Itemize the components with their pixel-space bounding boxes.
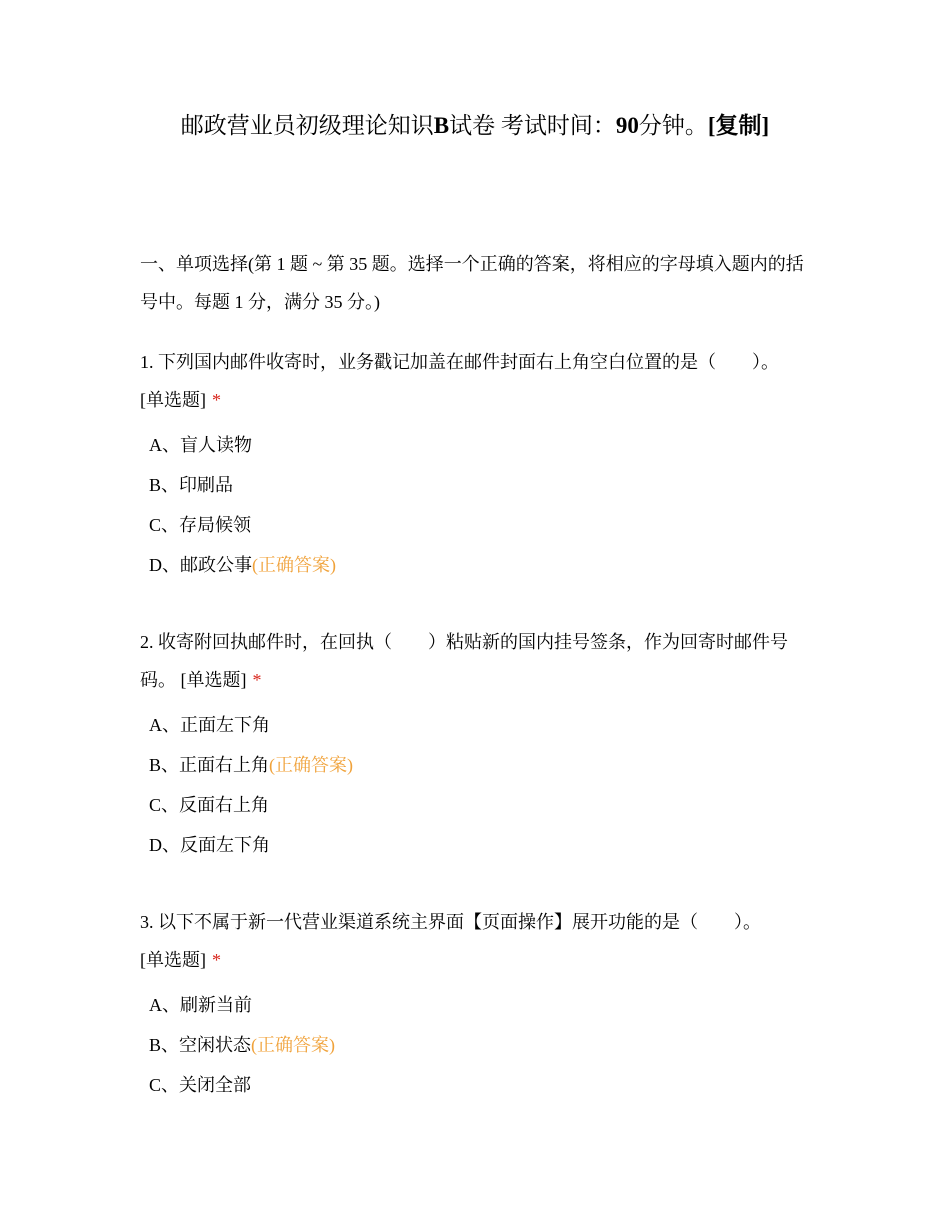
options-list (140, 985, 820, 1105)
options-list (140, 425, 820, 585)
correct-answer-marker: (正确答案) (269, 755, 354, 775)
option-label: A、正面左下角 (149, 715, 270, 735)
option-label: B、正面右上角 (149, 755, 270, 775)
options-list (140, 705, 820, 865)
option-b (140, 1025, 820, 1065)
question-3 (140, 903, 820, 1105)
question-1 (140, 343, 820, 585)
correct-answer-marker: (正确答案) (252, 555, 336, 575)
section-header: 一、单项选择(第 1 题 ~ 第 35 题。选择一个正确的答案，将相应的字母填入题内的括号中。每题 1 分，满分 35 分。) (140, 254, 804, 312)
option-label: D、邮政公事 (149, 555, 252, 575)
option-label: C、关闭全部 (149, 1075, 252, 1095)
option-label: B、印刷品 (149, 475, 234, 495)
question-text (140, 903, 820, 979)
option-c (140, 785, 820, 825)
option-c (140, 1065, 820, 1105)
question-3-text: 3. 以下不属于新一代营业渠道系统主界面【页面操作】展开功能的是（ ）。 (140, 912, 761, 932)
required-mark: * (212, 950, 221, 970)
option-a (140, 425, 820, 465)
question-1-text: 1. 下列国内邮件收寄时，业务戳记加盖在邮件封面右上角空白位置的是（ ）。 (140, 352, 779, 372)
question-2 (140, 623, 820, 865)
option-label: D、反面左下角 (149, 835, 270, 855)
copy-link[interactable]: [复制] (707, 113, 770, 138)
correct-answer-marker: (正确答案) (251, 1035, 336, 1055)
option-label: A、盲人读物 (149, 435, 252, 455)
option-label: B、空闲状态 (149, 1035, 252, 1055)
option-c (140, 505, 820, 545)
option-label: A、刷新当前 (149, 995, 252, 1015)
title-part-2: 试卷 考试时间： (449, 113, 616, 138)
required-mark: * (252, 670, 262, 690)
page-title (0, 108, 950, 144)
question-type-label: [单选题] (140, 390, 206, 410)
option-a (140, 705, 820, 745)
option-a (140, 985, 820, 1025)
title-part-3: 分钟。 (638, 113, 708, 138)
question-type-label: [单选题] (140, 950, 206, 970)
title-bold-duration: 90 (615, 113, 639, 138)
title-part-1: 邮政营业员初级理论知识 (180, 113, 434, 138)
question-text (140, 343, 820, 419)
option-b (140, 465, 820, 505)
option-b (140, 745, 820, 785)
required-mark: * (212, 390, 221, 410)
option-label: C、存局候领 (149, 515, 252, 535)
option-d (140, 825, 820, 865)
question-2-text: 2. 收寄附回执邮件时，在回执（ ）粘贴新的国内挂号签条，作为回寄时邮件号码。 (140, 632, 788, 690)
question-text (140, 623, 820, 699)
question-type-label: [单选题] (180, 670, 247, 690)
option-label: C、反面右上角 (149, 795, 270, 815)
option-d (140, 545, 820, 585)
title-bold-b: B (433, 113, 450, 138)
